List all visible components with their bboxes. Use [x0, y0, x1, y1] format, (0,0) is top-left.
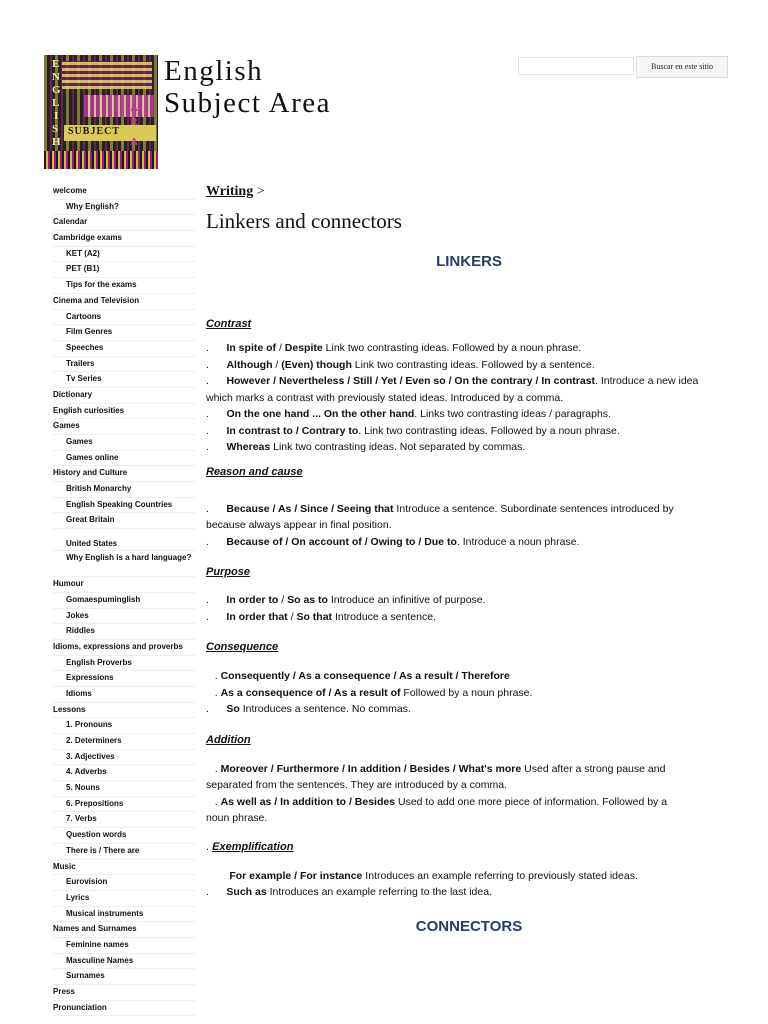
sidebar-item[interactable]: Tv Series: [53, 372, 195, 388]
sidebar-nav: [53, 184, 195, 1016]
list-item: . As well as / In addition to / Besides Used to add one more piece of information. Followed by a: [206, 795, 668, 808]
list-item: . However / Nevertheless / Still / Yet / Even so / On the contrary / In contrast. Introduce a new idea: [206, 375, 699, 387]
consequence-list: [206, 668, 726, 718]
connectors-heading: CONNECTORS: [415, 917, 523, 935]
sidebar-item[interactable]: PET (B1): [53, 262, 195, 278]
list-item: . In order that / So that Introduce a sentence.: [206, 610, 436, 623]
sidebar-item[interactable]: English Proverbs: [53, 656, 195, 672]
sidebar-item[interactable]: 3. Adjectives: [53, 750, 195, 766]
sidebar-item[interactable]: Speeches: [53, 341, 195, 357]
logo-letter: I: [54, 110, 59, 122]
sidebar-item[interactable]: Pronunciation: [53, 1001, 195, 1017]
sidebar-item[interactable]: English Speaking Countries: [53, 498, 195, 514]
sidebar-item[interactable]: Riddles: [53, 624, 195, 640]
sidebar-item[interactable]: 5. Nouns: [53, 781, 195, 797]
sidebar-item[interactable]: Jokes: [53, 609, 195, 625]
sidebar-item[interactable]: Cambridge exams: [53, 231, 195, 247]
breadcrumb-link-writing[interactable]: Writing: [206, 184, 254, 199]
sidebar-item[interactable]: Lessons: [53, 703, 195, 719]
sidebar-item[interactable]: Why English?: [53, 200, 195, 216]
site-title[interactable]: [164, 55, 331, 119]
list-item: because always appear in final position.: [206, 519, 392, 531]
breadcrumb-separator: >: [253, 184, 265, 199]
sidebar-item[interactable]: Press: [53, 985, 195, 1001]
sidebar-item[interactable]: Games online: [53, 451, 195, 467]
list-item: . In order to / So as to Introduce an infinitive of purpose.: [206, 594, 486, 606]
consequence-heading: Consequence: [206, 641, 279, 653]
sidebar-item[interactable]: Musical instruments: [53, 907, 195, 923]
breadcrumb: [206, 184, 726, 204]
sidebar-item[interactable]: United States: [53, 529, 195, 551]
sidebar-item[interactable]: Cinema and Television: [53, 294, 195, 310]
logo-letter: A: [130, 102, 138, 114]
list-item: . Although / (Even) though Link two contrasting ideas. Followed by a sentence.: [206, 358, 595, 371]
list-item: . Moreover / Furthermore / In addition / Besides / What's more Used after a strong pause and: [206, 762, 666, 775]
sidebar-item[interactable]: Trailers: [53, 357, 195, 373]
site-logo[interactable]: [44, 55, 158, 169]
search-input[interactable]: [518, 57, 634, 75]
logo-letter: E: [52, 58, 60, 70]
list-item: noun phrase.: [206, 812, 268, 824]
site-header: [0, 0, 768, 180]
sidebar-item[interactable]: Gomaespuminglish: [53, 593, 195, 609]
addition-heading: Addition: [206, 733, 251, 746]
sidebar-item[interactable]: Why English is a hard language?: [53, 551, 195, 577]
sidebar-item[interactable]: Calendar: [53, 215, 195, 231]
logo-letter: R: [130, 116, 138, 128]
list-item: . Because of / On account of / Owing to / Due to. Introduce a noun phrase.: [206, 535, 580, 548]
exemplification-heading: Exemplification: [212, 840, 294, 853]
sidebar-item[interactable]: 2. Determiners: [53, 734, 195, 750]
sidebar-item[interactable]: British Monarchy: [53, 482, 195, 498]
list-item: . Consequently / As a consequence / As a result / Therefore: [206, 670, 510, 682]
sidebar-item[interactable]: Music: [53, 860, 195, 876]
logo-letter: G: [52, 84, 61, 96]
logo-letter: N: [52, 71, 60, 83]
list-item: which marks a contrast with previously stated ideas. Introduced by a comma.: [206, 391, 564, 404]
sidebar-item[interactable]: There is / There are: [53, 844, 195, 860]
sidebar-item[interactable]: 6. Prepositions: [53, 797, 195, 813]
logo-letter: SUBJECT: [68, 126, 121, 137]
sidebar-item[interactable]: Cartoons: [53, 310, 195, 326]
contrast-heading: Contrast: [206, 318, 252, 330]
purpose-heading: Purpose: [206, 566, 251, 578]
sidebar-item[interactable]: Eurovision: [53, 875, 195, 891]
sidebar-item[interactable]: Film Genres: [53, 325, 195, 341]
purpose-list: [206, 592, 726, 625]
sidebar-item[interactable]: Idioms, expressions and proverbs: [53, 640, 195, 656]
list-item: . On the one hand ... On the other hand. Links two contrasting ideas / paragraphs.: [206, 408, 611, 420]
list-item: separated from the sentences. They are introduced by a comma.: [206, 779, 507, 791]
list-item: . Such as Introduces an example referring to the last idea.: [206, 886, 492, 898]
sidebar-item[interactable]: Names and Surnames: [53, 922, 195, 938]
main-content: [206, 184, 726, 935]
page-title: Linkers and connectors: [206, 209, 402, 233]
logo-letter: L: [52, 97, 60, 109]
sidebar-item[interactable]: History and Culture: [53, 466, 195, 482]
sidebar-item[interactable]: English curiosities: [53, 404, 195, 420]
sidebar-item[interactable]: Surnames: [53, 969, 195, 985]
list-item: For example / For instance Introduces an example referring to previously stated ideas.: [229, 869, 638, 882]
list-item: . So Introduces a sentence. No commas.: [206, 703, 411, 715]
sidebar-item[interactable]: 1. Pronouns: [53, 718, 195, 734]
exemplification-list: [206, 868, 726, 901]
sidebar-item[interactable]: Expressions: [53, 671, 195, 687]
sidebar-item[interactable]: Games: [53, 435, 195, 451]
contrast-list: [206, 340, 726, 456]
site-title-line2: Subject Area: [164, 87, 331, 119]
sidebar-item[interactable]: Masculine Names: [53, 954, 195, 970]
reason-heading: Reason and cause: [206, 465, 303, 478]
addition-list: [206, 761, 726, 827]
sidebar-item[interactable]: KET (A2): [53, 247, 195, 263]
sidebar-item[interactable]: 4. Adverbs: [53, 765, 195, 781]
sidebar-item[interactable]: Games: [53, 419, 195, 435]
site-title-line1: English: [164, 55, 264, 87]
linkers-heading: LINKERS: [436, 253, 502, 270]
sidebar-item[interactable]: Lyrics: [53, 891, 195, 907]
sidebar-item[interactable]: Idioms: [53, 687, 195, 703]
sidebar-item[interactable]: Great Britain: [53, 513, 195, 529]
list-item: . Because / As / Since / Seeing that Introduce a sentence. Subordinate sentences introduced by: [206, 502, 674, 515]
reason-list: [206, 501, 726, 551]
list-item: . As a consequence of / As a result of Followed by a noun phrase.: [206, 686, 533, 699]
sidebar-item[interactable]: welcome: [53, 184, 195, 200]
logo-letter: H: [52, 136, 61, 148]
sidebar-item[interactable]: Tips for the exams: [53, 278, 195, 294]
list-item: . In contrast to / Contrary to. Link two contrasting ideas. Followed by a noun phrase.: [206, 424, 620, 437]
sidebar-item[interactable]: Feminine names: [53, 938, 195, 954]
sidebar-item[interactable]: Question words: [53, 828, 195, 844]
list-item: . Whereas Link two contrasting ideas. Not separated by commas.: [206, 441, 526, 453]
list-item: . In spite of / Despite Link two contrasting ideas. Followed by a noun phrase.: [206, 342, 582, 354]
logo-letter: A: [130, 136, 138, 148]
sidebar-item[interactable]: Dictionary: [53, 388, 195, 404]
exemplification-heading-row: . Exemplification: [206, 840, 294, 853]
logo-letter: S: [52, 123, 59, 135]
sidebar-item[interactable]: Humour: [53, 577, 195, 593]
sidebar-item[interactable]: 7. Verbs: [53, 812, 195, 828]
search-button[interactable]: Buscar en este sitio: [636, 56, 728, 78]
